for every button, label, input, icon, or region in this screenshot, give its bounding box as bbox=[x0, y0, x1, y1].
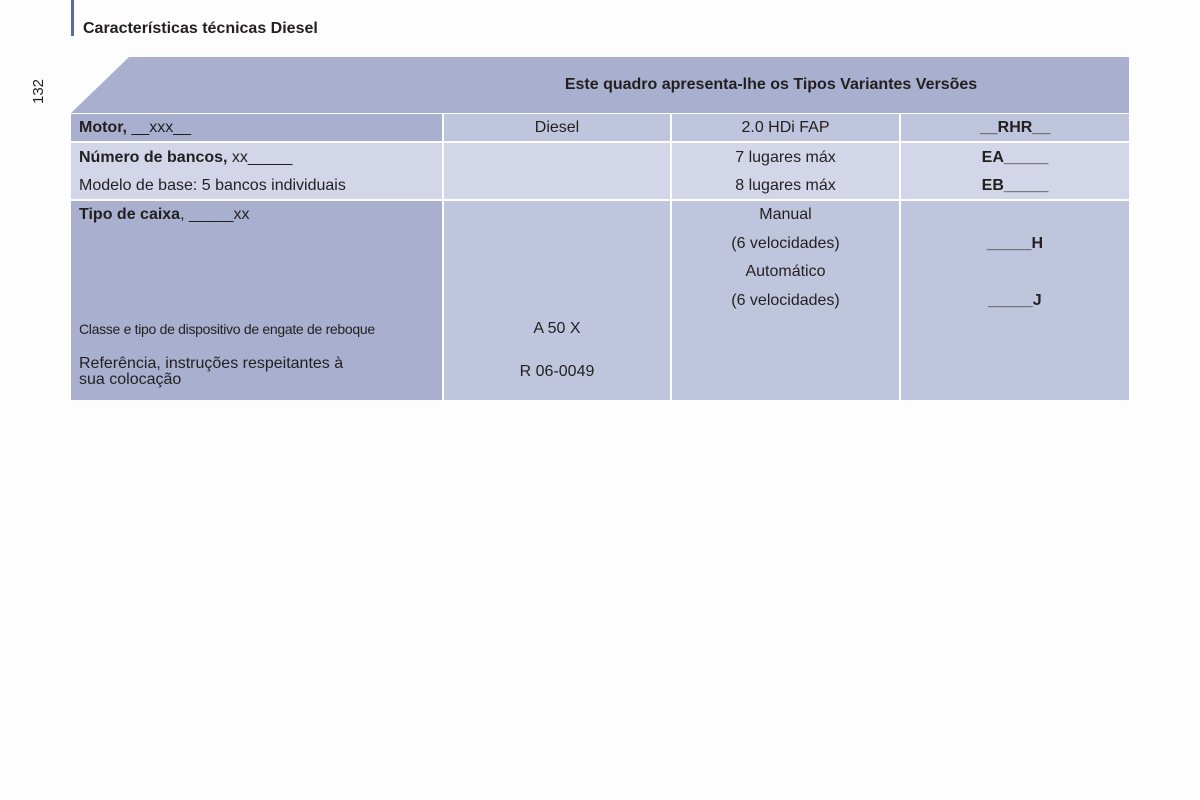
motor-engine-cell bbox=[672, 114, 899, 141]
towbar-ref-value: R 06-0049 bbox=[519, 363, 595, 380]
seats-option-8: 8 lugares máx bbox=[735, 177, 836, 194]
motor-fuel-cell bbox=[444, 114, 670, 141]
gearbox-code-j: _____J bbox=[988, 292, 1042, 309]
gearbox-auto-speeds: (6 velocidades) bbox=[731, 292, 840, 309]
seats-placeholder: xx_____ bbox=[227, 149, 293, 166]
gearbox-auto: Automático bbox=[745, 263, 826, 280]
seats-label: Número de bancos, bbox=[79, 149, 228, 166]
gearbox-manual: Manual bbox=[759, 206, 812, 223]
motor-placeholder: __xxx__ bbox=[127, 119, 192, 136]
gearbox-code-h: _____H bbox=[986, 235, 1044, 252]
seats-options-cell bbox=[672, 143, 899, 199]
table-header bbox=[71, 57, 1129, 113]
accent-rule bbox=[71, 0, 74, 36]
motor-label: Motor, bbox=[79, 119, 127, 136]
towbar-class-label: Classe e tipo de dispositivo de engate de reboque bbox=[79, 321, 375, 337]
gearbox-codes-cell bbox=[901, 201, 1129, 400]
table-header-text: Este quadro apresenta-lhe os Tipos Variantes Versões bbox=[564, 76, 978, 93]
motor-label-cell bbox=[71, 114, 442, 141]
seats-codes-cell bbox=[901, 143, 1129, 199]
page-number: 132 bbox=[30, 78, 47, 104]
gearbox-label: Tipo de caixa bbox=[79, 206, 181, 223]
motor-engine: 2.0 HDi FAP bbox=[741, 119, 830, 136]
seats-label-cell bbox=[71, 143, 442, 199]
seats-empty-cell bbox=[444, 143, 670, 199]
gearbox-placeholder: , _____xx bbox=[180, 206, 250, 223]
specs-table bbox=[71, 114, 1129, 400]
motor-code-cell bbox=[901, 114, 1129, 141]
seats-code-eb: EB_____ bbox=[981, 177, 1049, 194]
seats-base-model: Modelo de base: 5 bancos individuais bbox=[79, 177, 346, 194]
motor-code: __RHR__ bbox=[979, 119, 1051, 136]
towbar-ref-label-1: Referência, instruções respeitantes à bbox=[79, 355, 344, 372]
towbar-values-cell bbox=[444, 201, 670, 400]
gearbox-manual-speeds: (6 velocidades) bbox=[731, 235, 840, 252]
seats-code-ea: EA_____ bbox=[981, 149, 1049, 166]
towbar-ref-label-2: sua colocação bbox=[79, 371, 182, 388]
gearbox-label-cell bbox=[71, 201, 442, 400]
section-title: Características técnicas Diesel bbox=[83, 20, 318, 37]
motor-fuel: Diesel bbox=[534, 119, 580, 136]
towbar-class-value: A 50 X bbox=[533, 320, 581, 337]
seats-option-7: 7 lugares máx bbox=[735, 149, 836, 166]
gearbox-options-cell bbox=[672, 201, 899, 400]
